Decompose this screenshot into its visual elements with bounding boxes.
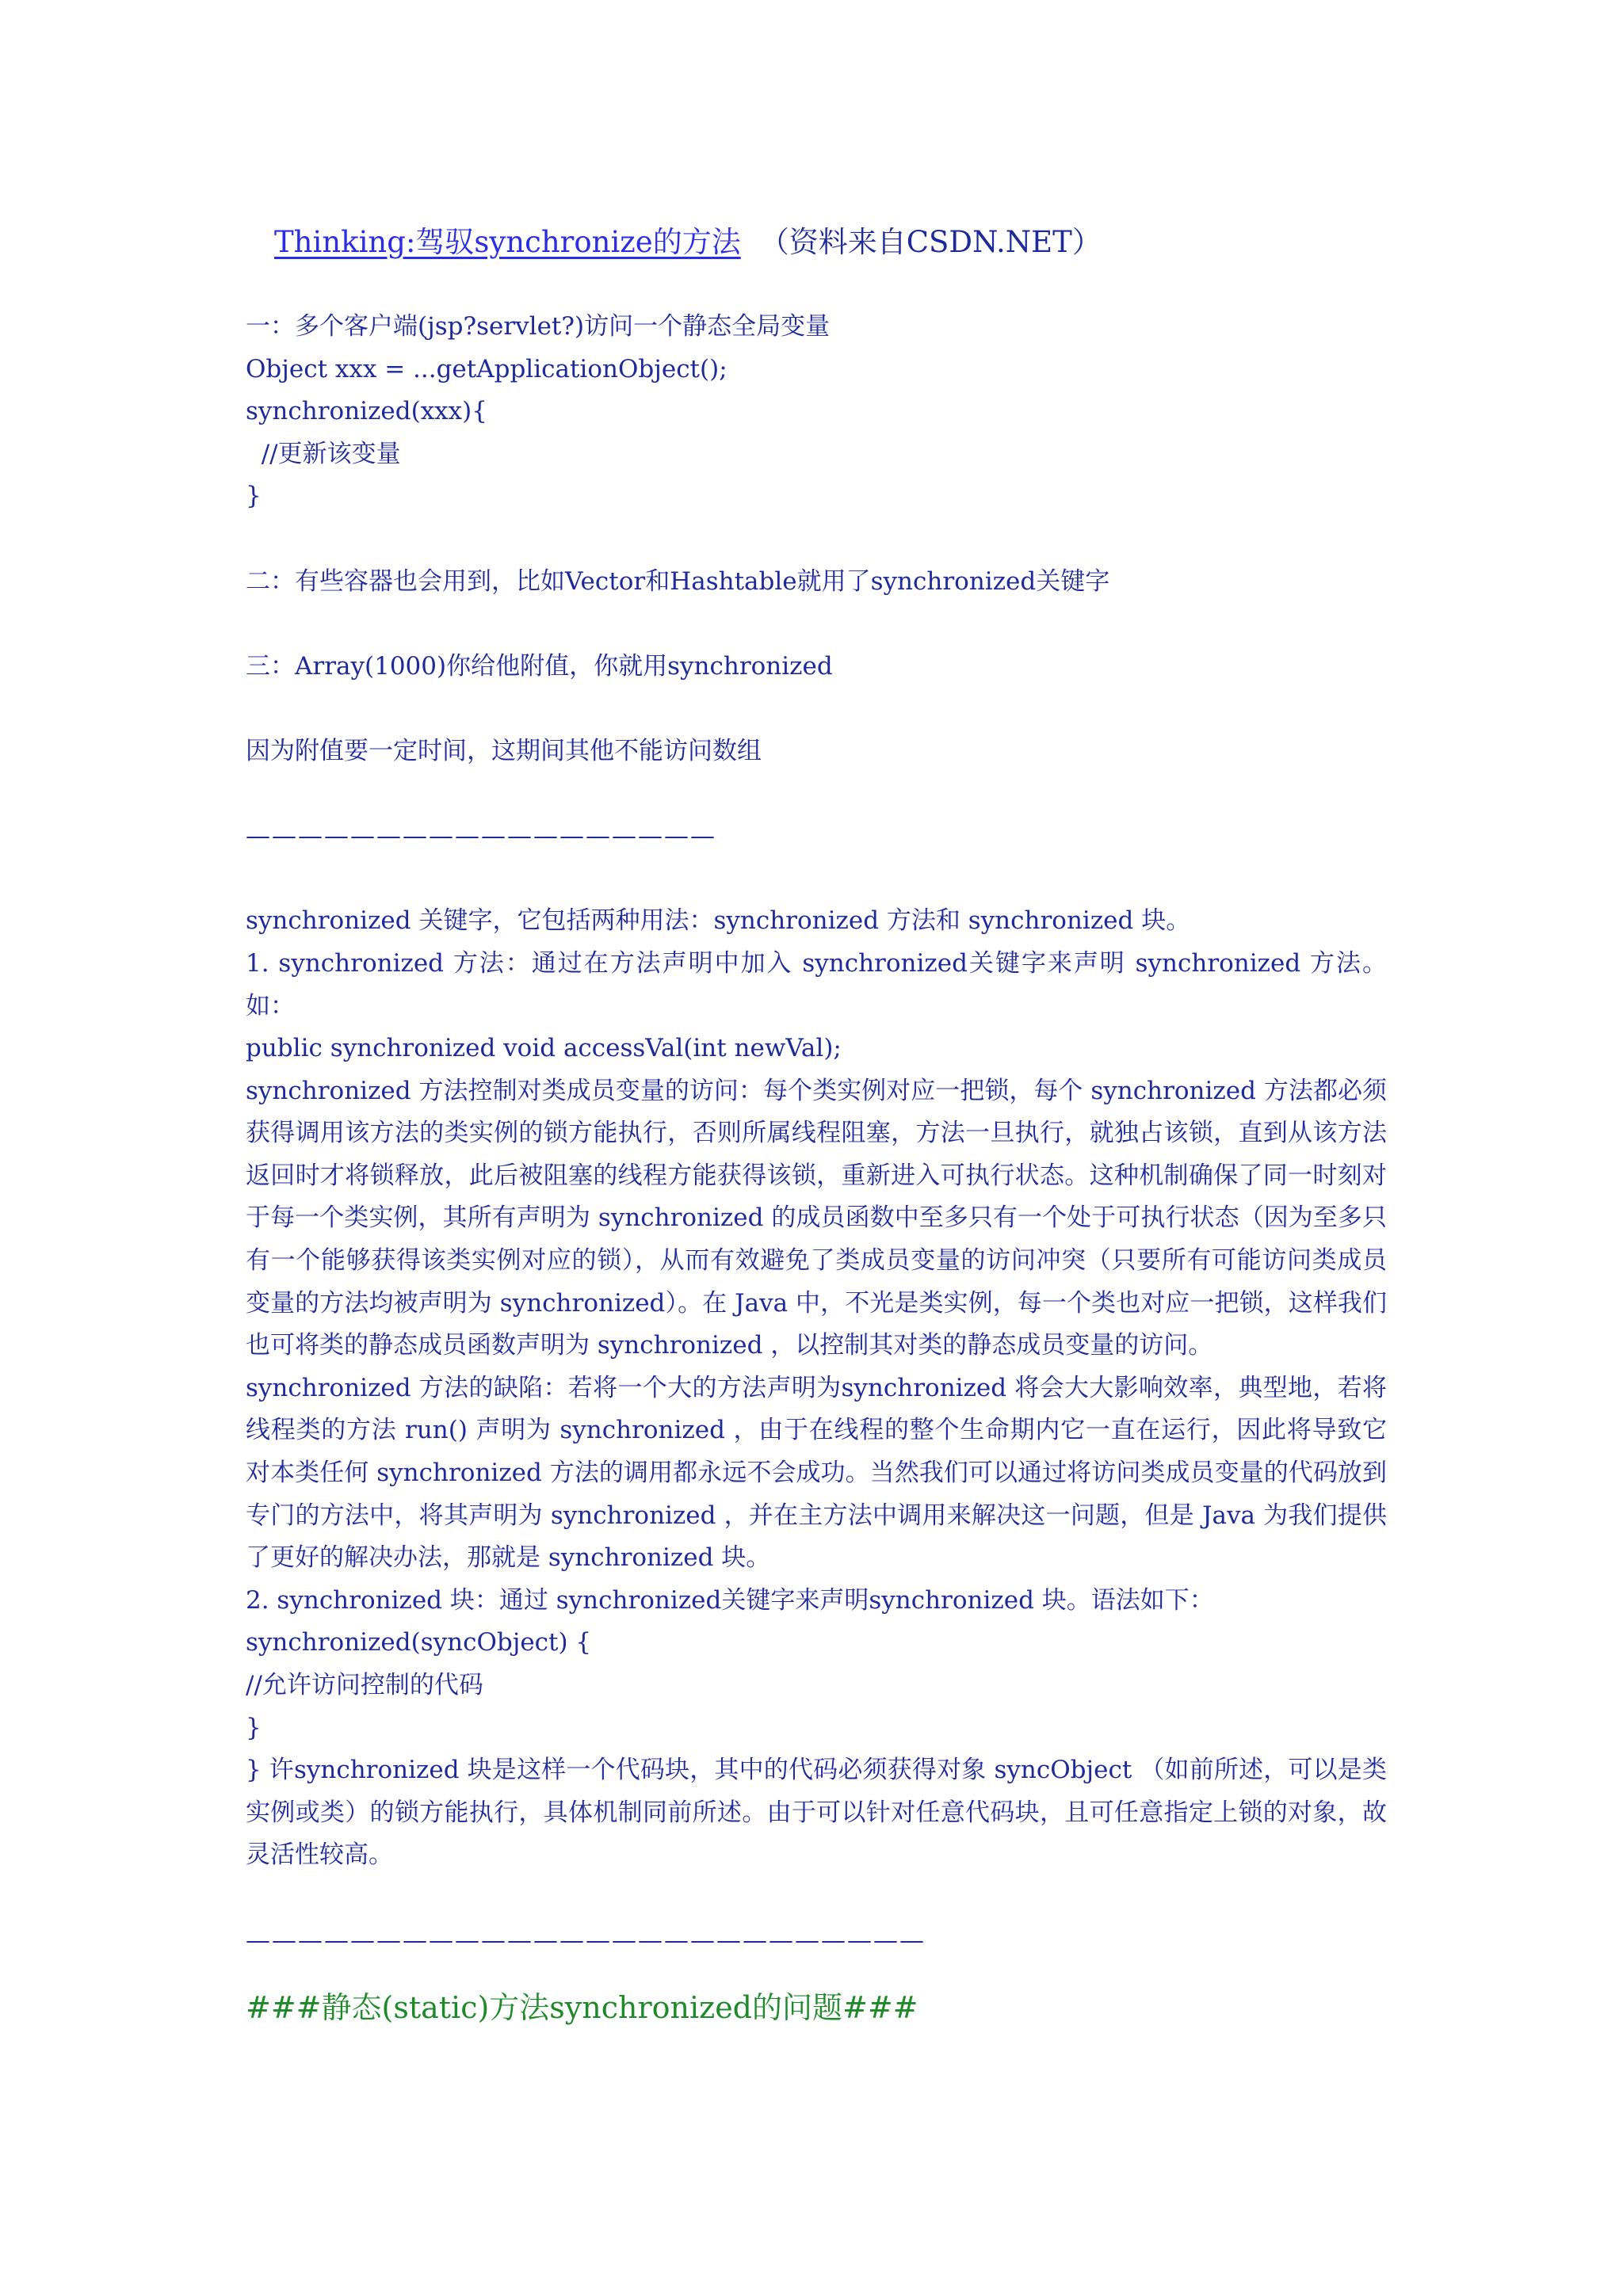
point-one-heading: 一：多个客户端(jsp?servlet?)访问一个静态全局变量 [246, 312, 831, 341]
code-line: public synchronized void accessVal(int newVal); [246, 1034, 842, 1063]
block-definition-paragraph: 2. synchronized 块：通过 synchronized关键字来声明synchronized 块。语法如下： [246, 1585, 1214, 1615]
title-source: （资料来自CSDN.NET） [759, 225, 1102, 259]
code-line: } [246, 1713, 262, 1742]
code-line: Object xxx = ...getApplicationObject(); [246, 354, 727, 383]
blank-line [246, 688, 1387, 730]
separator-line: —————————————————— [246, 822, 716, 851]
separator-line: —————————————————————————— [246, 1925, 926, 1955]
title-link[interactable]: Thinking:驾驭synchronize的方法 [274, 225, 741, 259]
intro-paragraph: synchronized 关键字，它包括两种用法：synchronized 方法和 synchronized 块。 [246, 906, 1191, 936]
point-three-note: 因为附值要一定时间，这期间其他不能访问数组 [246, 736, 762, 765]
blank-line [246, 1877, 1387, 1920]
method-definition-paragraph: 1. synchronized 方法：通过在方法声明中加入 synchronized关键字来声明 synchronized 方法。如： [246, 948, 1387, 1020]
blank-line [246, 773, 1387, 816]
blank-line [246, 858, 1387, 901]
document-body [246, 306, 1387, 2031]
code-line: synchronized(xxx){ [246, 397, 487, 426]
section-heading-static: ###静态(static)方法synchronized的问题### [246, 1990, 918, 2026]
blank-line [246, 518, 1387, 561]
document-title [274, 220, 1102, 265]
blank-line [246, 603, 1387, 646]
method-drawback-paragraph: synchronized 方法的缺陷：若将一个大的方法声明为synchronized 将会大大影响效率，典型地，若将线程类的方法 run() 声明为 synchronized ，由于在线程的整个生命期内它一直在运行，因此将导致它对本类任何 synchronized 方法的调用都永远不会成功。当然我们可以通过将访问类成员变量的代码放到专门的方法中，将其声明为 synchronized ，并在主方法中调用来解决这一问题，但是 Java 为我们提供了更好的解决办法，那就是 synchronized 块。 [246, 1373, 1387, 1573]
method-explanation-paragraph: synchronized 方法控制对类成员变量的访问：每个类实例对应一把锁，每个 synchronized 方法都必须获得调用该方法的类实例的锁方能执行，否则所属线程阻塞，方法一旦执行，就独占该锁，直到从该方法返回时才将锁释放，此后被阻塞的线程方能获得该锁，重新进入可执行状态。这种机制确保了同一时刻对于每一个类实例，其所有声明为 synchronized 的成员函数中至多只有一个处于可执行状态（因为至多只有一个能够获得该类实例对应的锁），从而有效避免了类成员变量的访问冲突（只要所有可能访问类成员变量的方法均被声明为 synchronized）。在 Java 中，不光是类实例，每一个类也对应一把锁，这样我们也可将类的静态成员函数声明为 synchronized ，以控制其对类的静态成员变量的访问。 [246, 1076, 1387, 1360]
code-line: } [246, 482, 262, 511]
point-two: 二：有些容器也会用到，比如Vector和Hashtable就用了synchronized关键字 [246, 566, 1110, 596]
code-comment: //更新该变量 [246, 439, 401, 468]
block-explanation-paragraph: } 许synchronized 块是这样一个代码块，其中的代码必须获得对象 syncObject （如前所述，可以是类实例或类）的锁方能执行，具体机制同前所述。由于可以针对任意代码块，且可任意指定上锁的对象，故灵活性较高。 [246, 1756, 1387, 1870]
point-three: 三：Array(1000)你给他附值，你就用synchronized [246, 651, 833, 681]
code-line: synchronized(syncObject) { [246, 1628, 592, 1657]
code-comment: //允许访问控制的代码 [246, 1671, 483, 1699]
